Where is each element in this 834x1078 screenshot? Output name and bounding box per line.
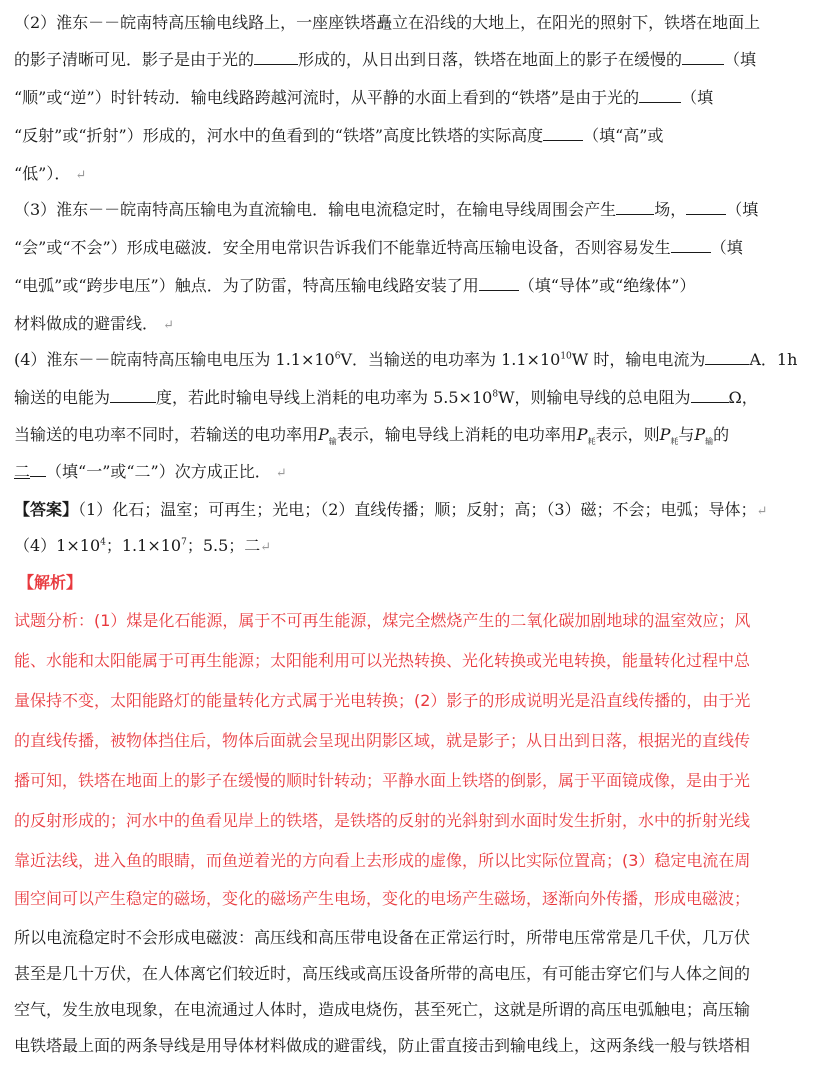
analysis-red-line: 靠近法线，进入鱼的眼睛，而鱼逆着光的方向看上去形成的虚像，所以比实际位置高；(3）稳定电流在周: [14, 851, 751, 870]
paragraph-mark-icon: ↵: [756, 504, 768, 519]
analysis-red-line: 试题分析：(1）煤是化石能源，属于不可再生能源，煤完全燃烧产生的二氧化碳加剧地球的温室效应；风: [14, 611, 751, 630]
answer-label: 【答案】: [14, 500, 79, 519]
q3-line-2: “会”或“不会”）形成电磁波．安全用电常识告诉我们不能靠近特高压输电设备，否则容易发生 （填: [14, 238, 743, 257]
blank: [705, 350, 749, 365]
blank: [254, 50, 298, 65]
analysis-red-line: 播可知，铁塔在地面上的影子在缓慢的顺时针转动；平静水面上铁塔的倒影，属于平面镜成像，是由于光: [14, 771, 751, 790]
blank: [691, 388, 729, 403]
blank: [686, 200, 726, 215]
blank: [30, 462, 46, 477]
q2-line-2: 的影子清晰可见．影子是由于光的 形成的，从日出到日落，铁塔在地面上的影子在缓慢的 （填: [14, 50, 757, 69]
blank: [682, 50, 724, 65]
paragraph-mark-icon: ↵: [260, 540, 272, 555]
blank: [616, 200, 654, 215]
q3-line-1: （3）淮东－－皖南特高压输电为直流输电．输电电流稳定时，在输电导线周围会产生 场， （填: [14, 200, 759, 219]
analysis-line: 空气，发生放电现象，在电流通过人体时，造成电烧伤，甚至死亡，这就是所谓的高压电弧触电；高压输: [14, 1000, 751, 1019]
q2-line-4: “反射”或“折射”）形成的，河水中的鱼看到的“铁塔”高度比铁塔的实际高度 （填“高”或: [14, 126, 664, 145]
q4-line-2: 输送的电能为 度，若此时输电导线上消耗的电功率为 $5.5\times 10^8W$，则输电导线的总电阻为 Ω，: [14, 388, 758, 407]
analysis-line: 甚至是几十万伏，在人体离它们较近时，高压线或高压设备所带的高电压，有可能击穿它们与人体之间的: [14, 964, 751, 983]
analysis-red-line: 的直线传播，被物体挡住后，物体后面就会呈现出阴影区域，就是影子；从日出到日落，根据光的直线传: [14, 731, 751, 750]
blank: [479, 276, 519, 291]
q4-line-4: 二 （填“一”或“二”）次方成正比． ↵: [14, 462, 287, 481]
paragraph-mark-icon: ↵: [75, 168, 87, 183]
blank: [639, 88, 681, 103]
q3-line-4: 材料做成的避雷线． ↵: [14, 314, 175, 333]
blank: [671, 238, 711, 253]
q4-line-3: 当输送的电功率不同时，若输送的电功率用$P_输$表示，输电导线上消耗的电功率用$P_耗$表示，则$P_耗$与$P_输$的: [14, 425, 730, 447]
analysis-red-line: 能、水能和太阳能属于可再生能源；太阳能利用可以光热转换、光化转换或光电转换，能量转化过程中总: [14, 651, 751, 670]
q2-line-5: “低”）． ↵: [14, 164, 87, 183]
blank: [543, 126, 583, 141]
answer-line-1: 【答案】（1）化石；温室；可再生；光电；（2）直线传播；顺；反射；高；（3）磁；不会；电弧；导体；↵: [14, 500, 768, 519]
q3-line-3: “电弧”或“跨步电压”）触点．为了防雷，特高压输电线路安装了用 （填“导体”或“绝缘体”）: [14, 276, 696, 295]
q4-line-1: (4）淮东－－皖南特高压输电电压为 $1.1\times 10^6V$．当输送的电功率为 $1.1\times 10^{10}W$ 时，输电电流为 A．1h: [14, 350, 798, 369]
blank: [110, 388, 156, 403]
analysis-red-line: 量保持不变，太阳能路灯的能量转化方式属于光电转换；(2）影子的形成说明光是沿直线传播的，由于光: [14, 691, 751, 710]
analysis-line: 电铁塔最上面的两条导线是用导体材料做成的避雷线，防止雷直接击到输电线上，这两条线一般与铁塔相: [14, 1036, 751, 1055]
answer-line-2: $(4)1\times 10^4$；$1.1\times 10^7$；5.5；二↵: [14, 536, 272, 555]
analysis-line: 所以电流稳定时不会形成电磁波：高压线和高压带电设备在正常运行时，所带电压常常是几千伏，几万伏: [14, 928, 751, 947]
q2-line-1: （2）淮东－－皖南特高压输电线路上，一座座铁塔矗立在沿线的大地上，在阳光的照射下，铁塔在地面上: [14, 13, 761, 32]
analysis-label: 【解析】: [18, 573, 83, 592]
q2-line-3: “顺”或“逆”）时针转动．输电线路跨越河流时，从平静的水面上看到的“铁塔”是由于光的 （填: [14, 88, 714, 107]
analysis-red-line: 的反射形成的；河水中的鱼看见岸上的铁塔，是铁塔的反射的光斜射到水面时发生折射，水中的折射光线: [14, 811, 751, 830]
paragraph-mark-icon: ↵: [163, 318, 175, 333]
answer-filled-blank: 二: [14, 462, 31, 481]
analysis-red-line: 围空间可以产生稳定的磁场，变化的磁场产生电场，变化的电场产生磁场，逐渐向外传播，形成电磁波；: [14, 889, 751, 908]
paragraph-mark-icon: ↵: [275, 466, 287, 481]
